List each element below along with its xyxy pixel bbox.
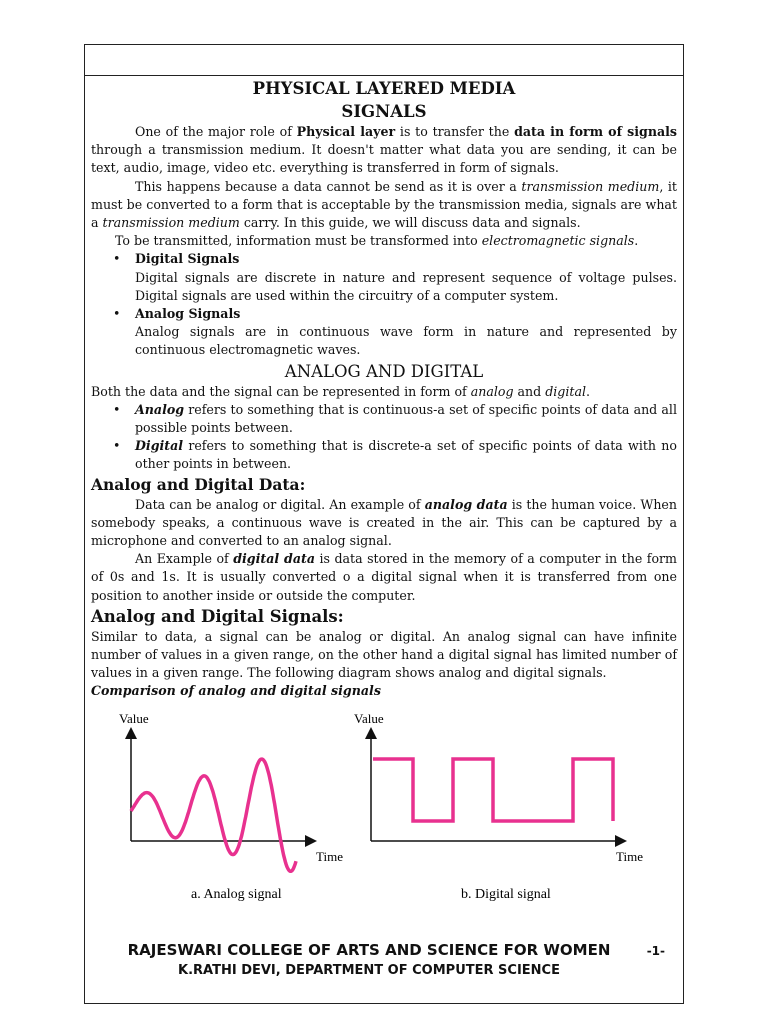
- analog-digital-list: [91, 401, 677, 474]
- page-content: [91, 77, 677, 931]
- section-heading-analog-digital: ANALOG AND DIGITAL: [284, 361, 484, 381]
- analog-caption: a. Analog signal: [191, 886, 282, 902]
- list-item: • Digital refers to something that is discrete-a set of specific points of data with no other points in between.: [113, 438, 677, 472]
- bullet: •: [113, 401, 121, 417]
- list-item: [91, 305, 677, 360]
- term: Analog: [135, 401, 185, 417]
- intro-paragraph-1: One of the major role of Physical layer is to transfer the data in form of signals through a transmission medium. It doesn't matter what data you are sending, it can be text, audio, image, video etc. everything is transferred in form of signals.: [91, 124, 678, 176]
- page-subtitle: SIGNALS: [341, 102, 427, 121]
- section-heading-signals: Analog and Digital Signals:: [91, 606, 344, 626]
- list-item-title: Digital Signals: [135, 251, 240, 267]
- digital-wave: [373, 759, 613, 821]
- list-item-title: Analog Signals: [135, 306, 241, 322]
- data-paragraph-2: An Example of digital data is data stored in the memory of a computer in the form of 0s and 1s. It is usually converted o a digital signal when it is transferred from one position to another inside or outside the computer.: [91, 551, 677, 603]
- footer-college: RAJESWARI COLLEGE OF ARTS AND SCIENCE FOR WOMEN: [127, 941, 611, 959]
- page-frame: [84, 44, 684, 1004]
- section-heading-data: Analog and Digital Data:: [91, 474, 306, 494]
- signals-paragraph: Similar to data, a signal can be analog or digital. An analog signal can have infinite number of values in a given range, on the other hand a digital signal has limited number of values in a given range. The following diagram shows analog and digital signals.: [91, 628, 677, 681]
- analog-x-label: Time: [316, 848, 343, 864]
- intro-paragraph-2: This happens because a data cannot be send as it is over a transmission medium, it must be converted to a form that is acceptable by the transmission media, signals are what a transmission medium carry. In this guide, we will discuss data and signals.: [91, 178, 677, 231]
- digital-caption: b. Digital signal: [461, 886, 551, 902]
- page-title: PHYSICAL LAYERED MEDIA: [252, 79, 516, 98]
- signal-diagrams: [91, 701, 677, 931]
- analog-y-label: Value: [119, 710, 149, 726]
- page-number: -1-: [646, 944, 665, 958]
- analog-wave: [131, 759, 296, 871]
- analog-digital-intro: Both the data and the signal can be represented in form of analog and digital.: [91, 383, 590, 399]
- page-footer: [85, 935, 683, 1003]
- bullet: •: [113, 306, 121, 322]
- footer-author: K.RATHI DEVI, DEPARTMENT OF COMPUTER SCIENCE: [178, 963, 560, 978]
- list-item: • Analog refers to something that is continuous-a set of specific points of data and all possible points between.: [113, 401, 677, 436]
- digital-x-label: Time: [616, 848, 643, 864]
- list-item-text: Analog signals are in continuous wave form in nature and represented by continuous electromagnetic waves.: [135, 324, 677, 358]
- figure-caption: Comparison of analog and digital signals: [91, 683, 381, 699]
- bullet: •: [113, 251, 121, 267]
- term: Digital: [135, 438, 184, 454]
- list-item-text: Digital signals are discrete in nature and represent sequence of voltage pulses. Digital signals are used within the circuitry of a computer system.: [135, 269, 677, 303]
- intro-paragraph-3: To be transmitted, information must be transformed into electromagnetic signals.: [115, 233, 639, 249]
- signal-types-list: [91, 250, 677, 359]
- list-item: [91, 250, 677, 305]
- bullet: •: [113, 438, 121, 454]
- digital-y-label: Value: [354, 710, 384, 726]
- header-band: [85, 45, 683, 76]
- data-paragraph-1: Data can be analog or digital. An example of analog data is the human voice. When somebody speaks, a continuous wave is created in the air. This can be captured by a microphone and converted to an analog signal.: [91, 496, 677, 549]
- signal-diagram-svg: [91, 701, 679, 931]
